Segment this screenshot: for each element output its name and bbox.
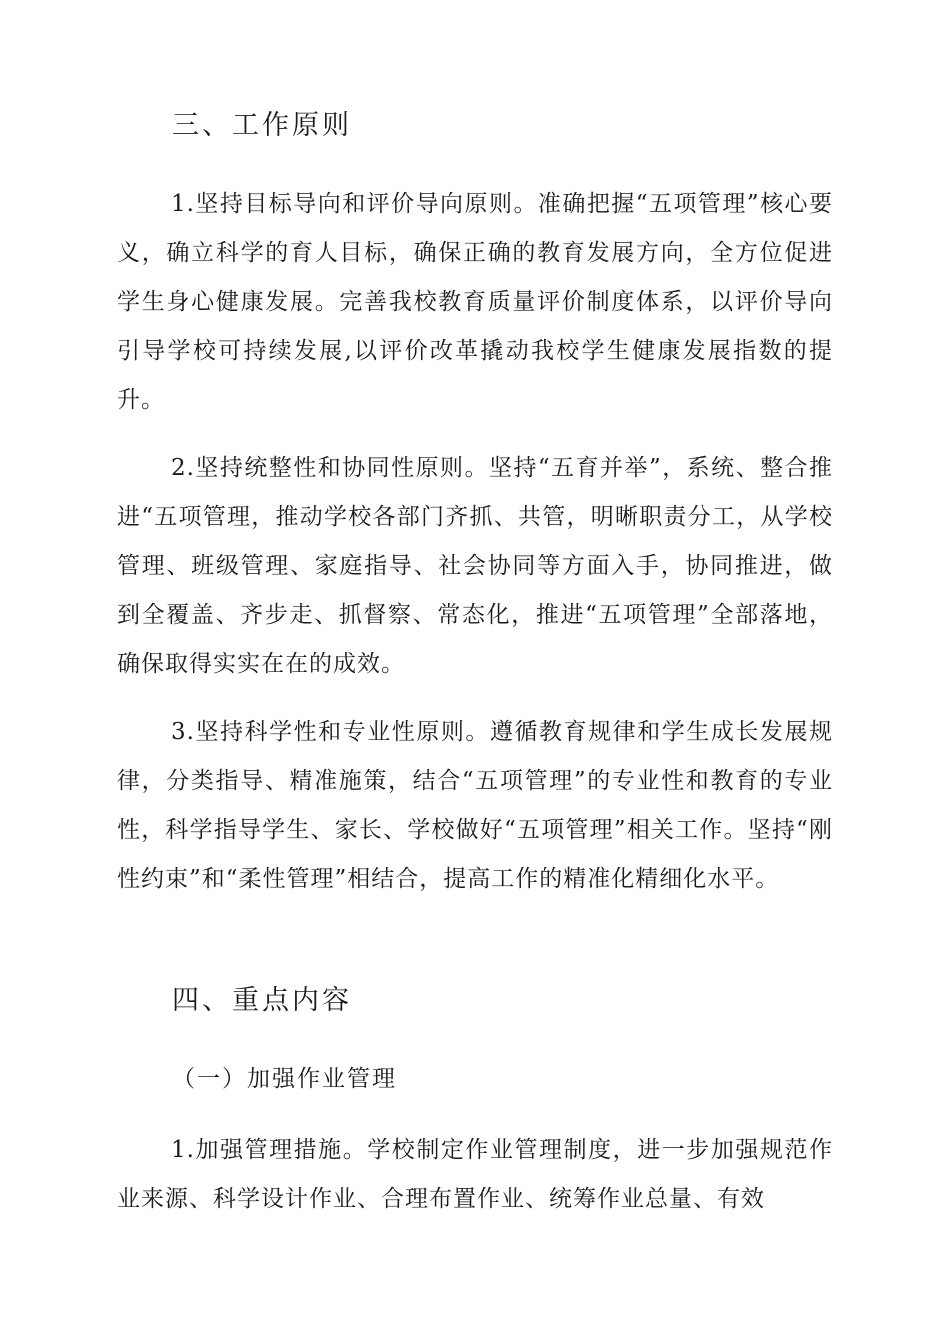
- paragraph-principle-2: 2.坚持统整性和协同性原则。坚持“五育并举”，系统、整合推进“五项管理，推动学校各部门齐抓、共管，明晰职责分工，从学校管理、班级管理、家庭指导、社会协同等方面入手，协同推进，做到全覆盖、齐步走、抓督察、常态化，推进“五项管理”全部落地，确保取得实实在在的成效。: [117, 455, 833, 677]
- paragraph-principle-1: 1.坚持目标导向和评价导向原则。准确把握“五项管理”核心要义，确立科学的育人目标，确保正确的教育发展方向，全方位促进学生身心健康发展。完善我校教育质量评价制度体系，以评价导向引导学校可持续发展,以评价改革撬动我校学生健康发展指数的提升。: [117, 191, 833, 413]
- subsection-heading-homework: （一）加强作业管理: [172, 1066, 397, 1092]
- paragraph-homework-1: 1.加强管理措施。学校制定作业管理制度，进一步加强规范作业来源、科学设计作业、合理布置作业、统筹作业总量、有效: [117, 1137, 833, 1212]
- section-heading-principles: 三、工作原则: [172, 110, 352, 141]
- paragraph-principle-3: 3.坚持科学性和专业性原则。遵循教育规律和学生成长发展规律，分类指导、精准施策，结合“五项管理”的专业性和教育的专业性，科学指导学生、家长、学校做好“五项管理”相关工作。坚持“刚性约束”和“柔性管理”相结合，提高工作的精准化精细化水平。: [117, 719, 833, 892]
- section-heading-key-content: 四、重点内容: [172, 985, 352, 1016]
